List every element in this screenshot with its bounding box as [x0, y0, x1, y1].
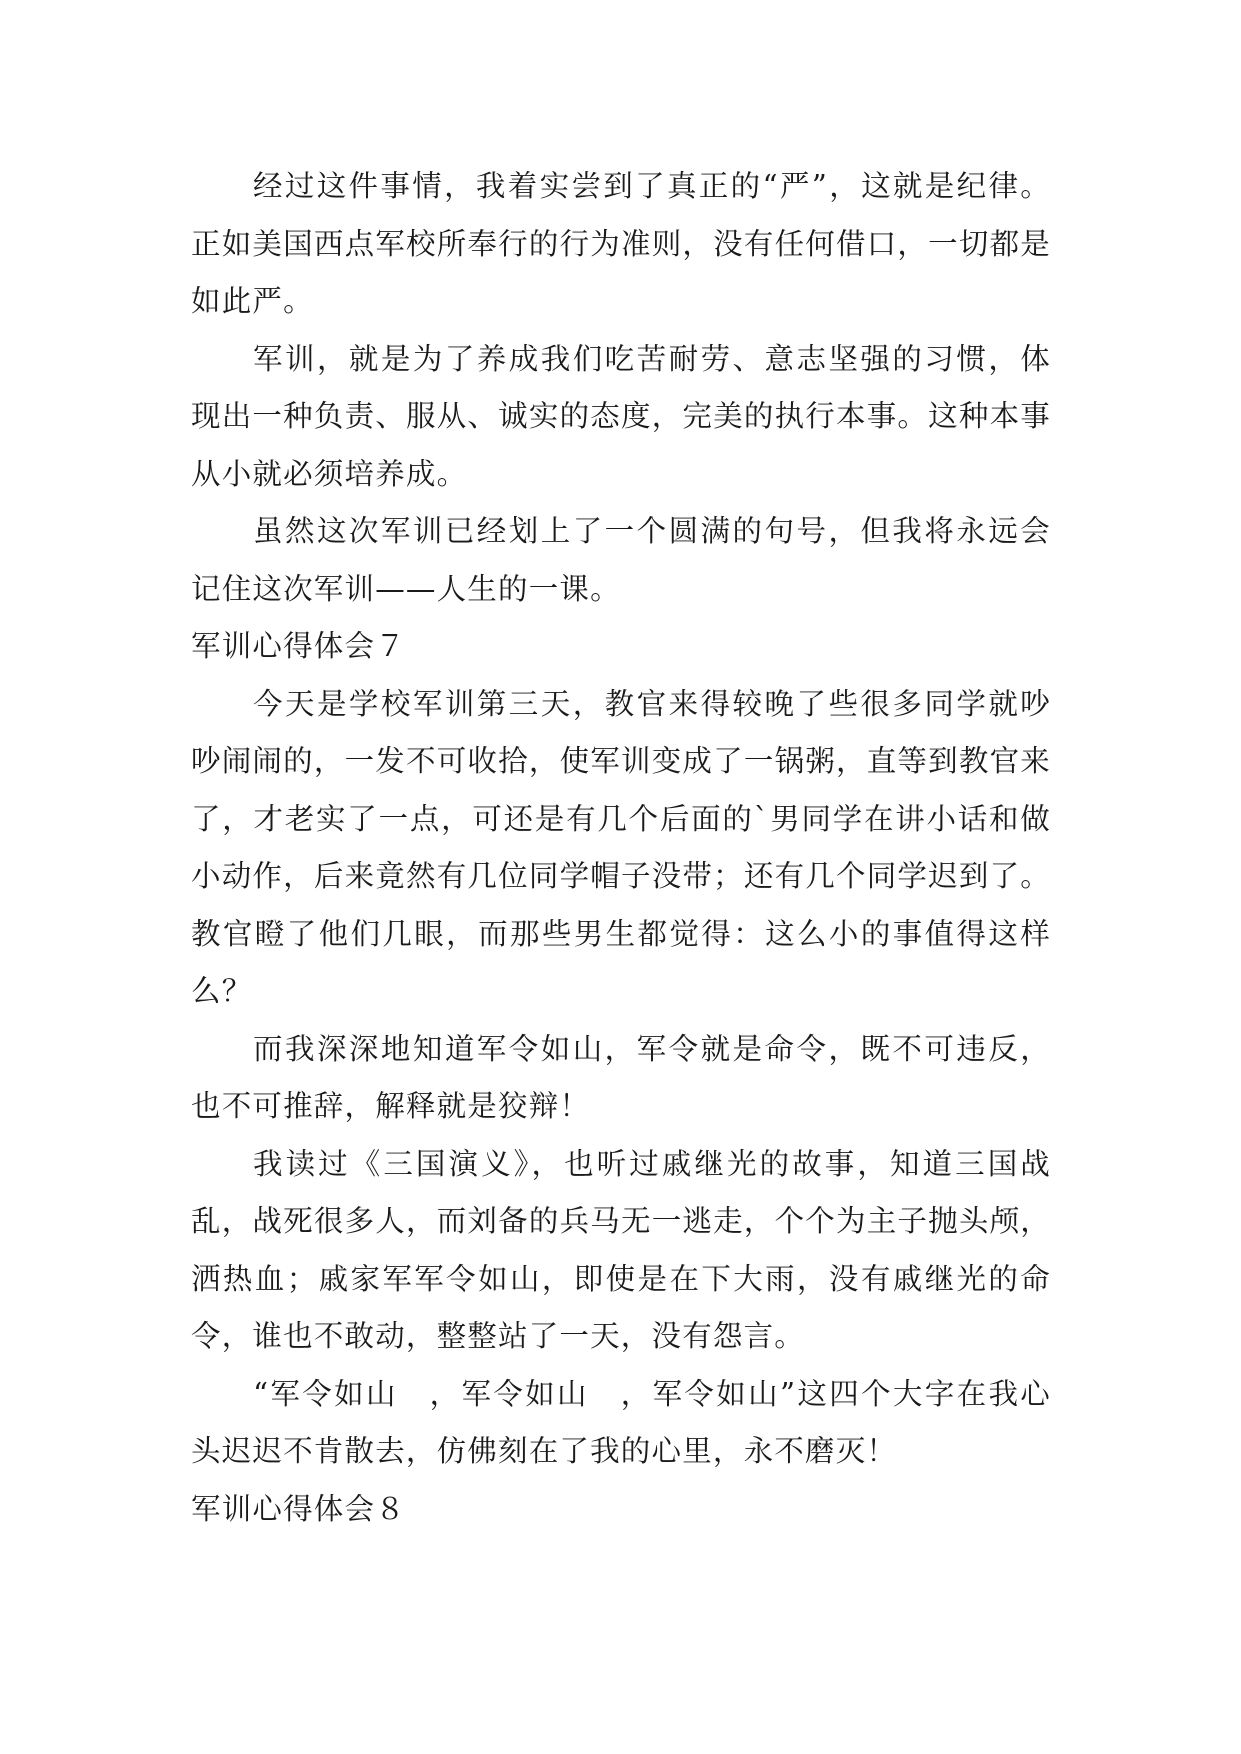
- paragraph-military-training-purpose: 军训，就是为了养成我们吃苦耐劳、意志坚强的习惯，体现出一种负责、服从、诚实的态度，完美的执行本事。这种本事从小就必须培养成。: [191, 341, 1051, 491]
- section-heading-8: 军训心得体会８: [191, 1491, 406, 1526]
- section-heading-7: 军训心得体会７: [191, 629, 406, 663]
- paragraph-training-ended: 虽然这次军训已经划上了一个圆满的句号，但我将永远会记住这次军训——人生的一课。: [191, 514, 1051, 606]
- paragraph-third-day: 今天是学校军训第三天，教官来得较晚了些很多同学就吵吵闹闹的，一发不可收拾，使军训变成了一锅粥，直等到教官来了，才老实了一点，可还是有几个后面的`男同学在讲小话和做小动作，后来竟然有几位同学帽子没带；还有几个同学迟到了。教官瞪了他们几眼，而那些男生都觉得：这么小的事值得这样么？: [191, 686, 1051, 1008]
- document-page: [191, 158, 1051, 1538]
- paragraph-four-characters: “军令如山 ，军令如山 ，军令如山”这四个大字在我心头迟迟不肯散去，仿佛刻在了我的心里，永不磨灭！: [191, 1376, 1051, 1468]
- paragraph-three-kingdoms: 我读过《三国演义》，也听过戚继光的故事，知道三国战乱，战死很多人，而刘备的兵马无一逃走，个个为主子抛头颅，洒热血；戚家军军令如山，即使是在下大雨，没有戚继光的命令，谁也不敢动，整整站了一天，没有怨言。: [191, 1146, 1051, 1353]
- paragraph-orders-like-mountain: 而我深深地知道军令如山，军令就是命令，既不可违反，也不可推辞，解释就是狡辩！: [191, 1031, 1051, 1123]
- paragraph-discipline: 经过这件事情，我着实尝到了真正的“严”，这就是纪律。正如美国西点军校所奉行的行为准则，没有任何借口，一切都是如此严。: [191, 169, 1051, 318]
